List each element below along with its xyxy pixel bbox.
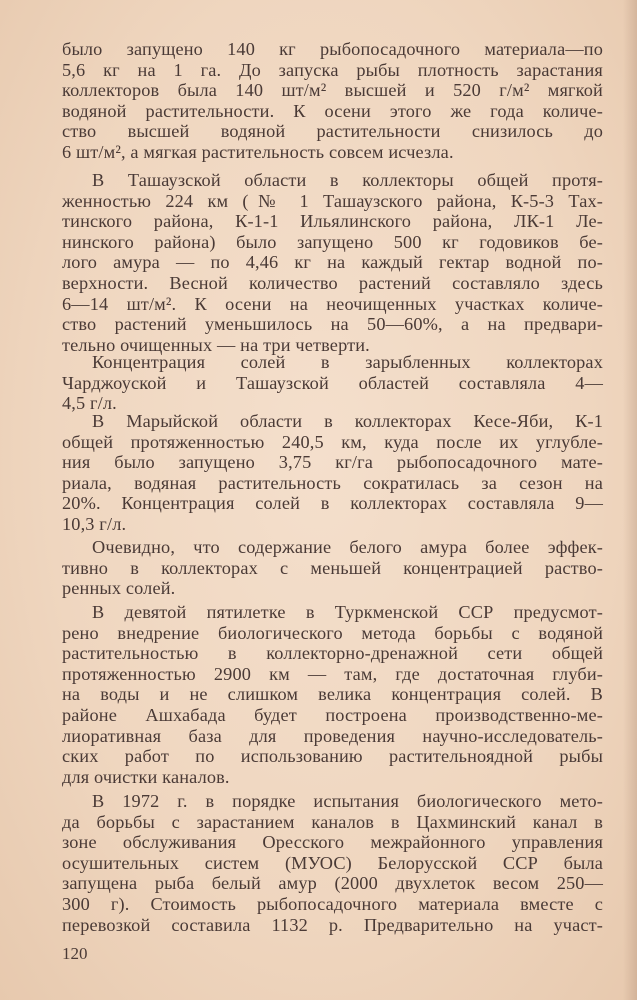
text-line: лого амура — по 4,46 кг на каждый гектар водной по- [62,252,603,273]
text-line: общей протяженностью 240,5 км, куда после их углубле- [62,431,603,452]
text-line: ство высшей водяной растительности снизилось до [62,121,603,142]
text-line: на воды и не слишком велика концентрация солей. В [62,684,603,705]
paragraph [62,411,603,535]
text-line: Концентрация солей в зарыбленных коллекторах [92,352,603,372]
text-line: 300 г). Стоимость рыбопосадочного материала вместе с [62,893,603,914]
text-line: для очистки каналов. [62,766,230,787]
text-line: ния было запущено 3,75 кг/га рыбопосадочного мате- [62,452,603,473]
page-number: 120 [62,944,88,963]
text-line: ренных солей. [62,578,176,599]
text-line: нинского района) было запущено 500 кг годовиков бе- [62,231,603,252]
text-line: запущена рыба белый амур (2000 двухлеток весом 250— [62,873,603,894]
text-line: В 1972 г. в порядке испытания биологического мето- [92,791,603,811]
text-line: перевозкой составила 1132 р. Предварительно на участ- [62,914,603,935]
text-line: рено внедрение биологического метода борьбы с водяной [62,622,603,643]
text-line: тивно в коллекторах с меньшей концентрацией раство- [62,557,603,578]
text-line: 4,5 г/л. [62,393,117,414]
text-line: тельно очищенных — на три четверти. [62,334,370,355]
text-line: ских работ по использованию растительноядной рыбы [62,746,603,767]
text-line: да борьбы с зарастанием каналов в Цахминский канал в [62,811,603,832]
text-line: лиоративная база для проведения научно-исследователь- [62,725,603,746]
paragraph [62,39,603,163]
text-line: верхности. Весной количество растений составляло здесь [62,272,603,293]
paragraph [62,602,603,787]
text-line: протяженностью 2900 км — там, где достаточная глуби- [62,663,603,684]
page-edge-shadow [623,0,637,1000]
text-line: Очевидно, что содержание белого амура более эффек- [92,537,603,557]
text-line: риала, водяная растительность сократилась за сезон на [62,472,603,493]
text-line: ство растений уменьшилось на 50—60%, а на предвари- [62,314,603,335]
text-line: коллекторов была 140 шт/м² высшей и 520 г/м² мягкой [62,80,603,101]
text-line: 5,6 кг на 1 га. До запуска рыбы плотность зарастания [62,59,603,80]
text-line: В Ташаузской области в коллекторы общей протя- [92,170,603,190]
text-line: растительностью в коллекторно-дренажной сети общей [62,643,603,664]
text-line: было запущено 140 кг рыбопосадочного материала—по [62,39,603,59]
text-line: осушительных систем (МУОС) Белорусской ССР была [62,852,603,873]
text-line: женностью 224 км (№ 1 Ташаузского района, К-5-3 Тах- [62,190,603,211]
text-line: водяной растительности. К осени этого же года количе- [62,100,603,121]
text-line: 6—14 шт/м². К осени на неочищенных участках количе- [62,293,603,314]
text-line: 20%. Концентрация солей в коллекторах составляла 9— [62,493,603,514]
text-line: зоне обслуживания Оресского межрайонного управления [62,832,603,853]
text-line: районе Ашхабада будет построена производственно-ме- [62,704,603,725]
text-line: 6 шт/м², а мягкая растительность совсем исчезла. [62,141,454,162]
text-line: Чарджоуской и Ташаузской областей составляла 4— [62,372,603,393]
paragraph [62,537,603,599]
paragraph [62,791,603,935]
text-line: В девятой пятилетке в Туркменской ССР предусмот- [92,602,603,622]
text-line: В Марыйской области в коллекторах Кесе-Яби, К-1 [92,411,603,431]
text-line: 10,3 г/л. [62,513,127,534]
paragraph [62,170,603,355]
text-line: тинского района, К-1-1 Ильялинского района, ЛК-1 Ле- [62,211,603,232]
paragraph [62,352,603,414]
